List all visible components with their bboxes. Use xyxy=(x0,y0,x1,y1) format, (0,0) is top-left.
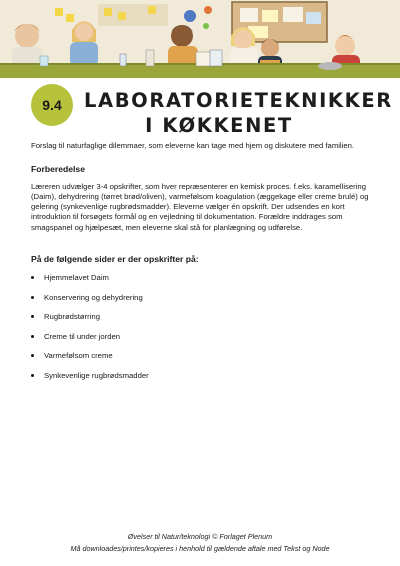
page-footer xyxy=(0,531,400,554)
page-title-line-2: I KØKKENET xyxy=(145,114,293,137)
page-title xyxy=(84,88,393,138)
footer-license: Må downloades/printes/kopieres i henhold til gældende aftale med Tekst og Node xyxy=(70,543,330,553)
recipe-label: Synkevenlige rugbrødsmadder xyxy=(44,370,149,380)
bullet-icon xyxy=(31,315,34,318)
list-item xyxy=(31,293,376,313)
list-item xyxy=(31,273,376,293)
list-item xyxy=(31,332,376,352)
recipe-label: Rugbrødstørring xyxy=(44,312,100,322)
preparation-text: Læreren udvælger 3-4 opskrifter, som hver repræsenterer en kemisk proces. f.eks. karamellisering (Daim), dehydrering (tørret brød/oliven), varmefølsom koagulation (æggekage eller creme brulé) og gelering (synkevenlige rugbrødsmadder). Eleverne vælger én opskrift. Der udsendes en kort introduktion til forsøgets formål og en vejledning til dokumentation. Forældre inddrages som smagspanel og hjælpesæt, men eleverne skal stå for planlægning og udførelse. xyxy=(31,181,369,232)
list-item xyxy=(31,312,376,332)
bullet-icon xyxy=(31,276,34,279)
page-title-line-1: LABORATORIETEKNIKKER xyxy=(84,89,393,112)
recipe-label: Hjemmelavet Daim xyxy=(44,273,109,283)
recipes-heading: På de følgende sider er der opskrifter på: xyxy=(31,254,199,265)
footer-copyright: Øvelser til Natur/teknologi © Forlaget Plenum xyxy=(127,532,273,541)
bullet-icon xyxy=(31,374,34,377)
list-item xyxy=(31,351,376,371)
recipe-label: Creme til under jorden xyxy=(44,331,121,341)
bullet-icon xyxy=(31,296,34,299)
bullet-icon xyxy=(31,354,34,357)
intro-text: Forslag til naturfaglige dilemmaer, som eleverne kan tage med hjem og diskutere med familien. xyxy=(31,141,355,150)
list-item xyxy=(31,371,376,391)
preparation-heading: Forberedelse xyxy=(31,164,85,175)
section-number-badge: 9.4 xyxy=(31,84,73,126)
recipe-label: Konservering og dehydrering xyxy=(44,292,143,302)
recipe-list xyxy=(31,273,376,390)
kitchen-lab-illustration xyxy=(0,0,400,78)
bullet-icon xyxy=(31,335,34,338)
header-illustration xyxy=(0,0,400,78)
recipe-label: Varmefølsom creme xyxy=(44,351,113,361)
main-content xyxy=(31,141,376,390)
